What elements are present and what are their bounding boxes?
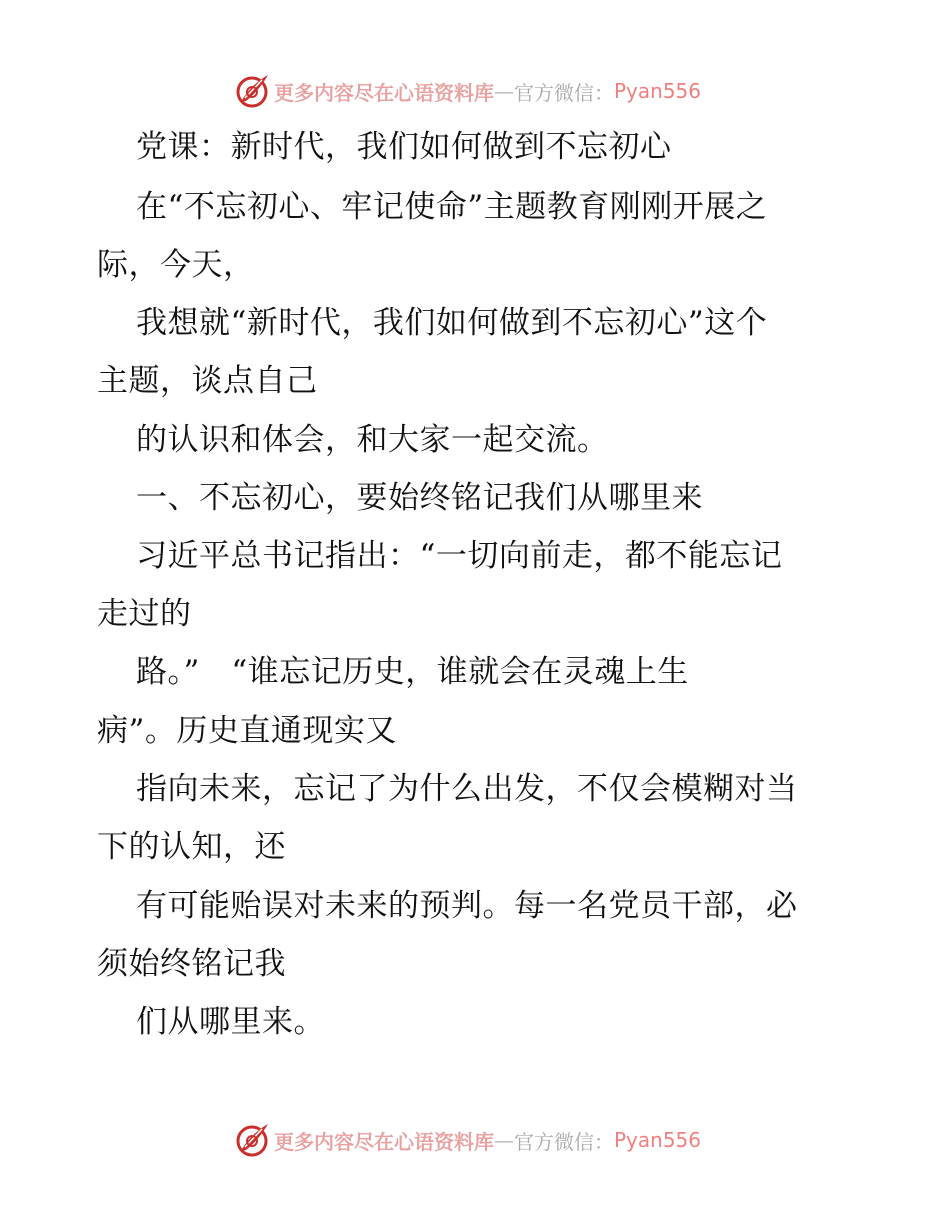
- banner-main-text: 更多内容尽在心语资料库: [274, 1129, 494, 1154]
- section-heading: 一、不忘初心，要始终铭记我们从哪里来: [136, 480, 703, 516]
- paragraph-line: 病”。历史直通现实又: [97, 713, 397, 749]
- paragraph-line: 在“不忘初心、牢记使命”主题教育刚刚开展之: [136, 189, 768, 225]
- paragraph-line: 主题，谈点自己: [97, 363, 318, 399]
- document-title: 党课：新时代，我们如何做到不忘初心: [136, 129, 672, 165]
- paragraph-line: 习近平总书记指出：“一切向前走，都不能忘记: [136, 538, 783, 574]
- paragraph-line: 走过的: [97, 596, 192, 632]
- banner-main-text: 更多内容尽在心语资料库: [274, 80, 494, 105]
- header-banner: [232, 71, 701, 111]
- banner-wechat-label: 官方微信：: [514, 1129, 614, 1154]
- paragraph-line: 们从哪里来。: [136, 1004, 325, 1040]
- quill-pen-logo-icon: [232, 71, 272, 111]
- paragraph-line: 际，今天，: [97, 247, 255, 283]
- banner-wechat-id: Pyan556: [614, 1128, 702, 1152]
- paragraph-line: 的认识和体会，和大家一起交流。: [136, 422, 609, 458]
- banner-separator: —: [494, 1128, 514, 1152]
- paragraph-line: 下的认知，还: [97, 829, 286, 865]
- quill-pen-logo-icon: [232, 1120, 272, 1160]
- paragraph-line: 指向未来，忘记了为什么出发，不仅会模糊对当: [136, 771, 798, 807]
- footer-banner: [232, 1120, 701, 1160]
- paragraph-line: 须始终铭记我: [97, 946, 286, 982]
- paragraph-line: 有可能贻误对未来的预判。每一名党员干部，必: [136, 888, 798, 924]
- banner-wechat-label: 官方微信：: [514, 80, 614, 105]
- banner-wechat-id: Pyan556: [614, 79, 702, 103]
- paragraph-line: 我想就“新时代，我们如何做到不忘初心”这个: [136, 305, 768, 341]
- paragraph-line: 路。” “谁忘记历史，谁就会在灵魂上生: [136, 654, 689, 690]
- banner-separator: —: [494, 79, 514, 103]
